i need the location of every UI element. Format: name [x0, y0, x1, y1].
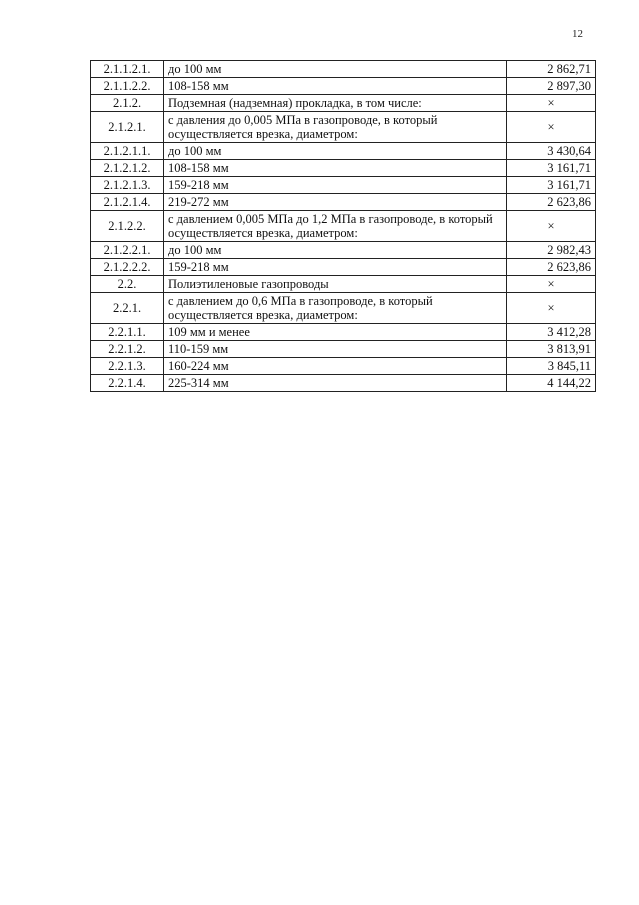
row-value: 2 862,71 — [507, 61, 596, 78]
table-row — [91, 194, 596, 211]
table-row — [91, 143, 596, 160]
row-description: Полиэтиленовые газопроводы — [164, 276, 507, 293]
row-description: до 100 мм — [164, 61, 507, 78]
row-description: 160-224 мм — [164, 358, 507, 375]
row-value: × — [507, 112, 596, 143]
table-row — [91, 259, 596, 276]
row-code: 2.1.1.2.1. — [91, 61, 164, 78]
table-row — [91, 242, 596, 259]
row-value: 2 623,86 — [507, 259, 596, 276]
row-description: до 100 мм — [164, 143, 507, 160]
table-row — [91, 341, 596, 358]
row-code: 2.1.2.2. — [91, 211, 164, 242]
table-row — [91, 95, 596, 112]
row-code: 2.2. — [91, 276, 164, 293]
table-row — [91, 324, 596, 341]
table-row — [91, 177, 596, 194]
row-description: с давления до 0,005 МПа в газопроводе, в который осуществляется врезка, диаметром: — [164, 112, 507, 143]
row-code: 2.1.2.1.1. — [91, 143, 164, 160]
row-value: × — [507, 293, 596, 324]
row-description: до 100 мм — [164, 242, 507, 259]
table-row — [91, 61, 596, 78]
row-code: 2.1.2.1. — [91, 112, 164, 143]
row-description: Подземная (надземная) прокладка, в том числе: — [164, 95, 507, 112]
tariff-table — [90, 60, 596, 392]
row-description: с давлением до 0,6 МПа в газопроводе, в который осуществляется врезка, диаметром: — [164, 293, 507, 324]
row-description: 108-158 мм — [164, 78, 507, 95]
row-description: с давлением 0,005 МПа до 1,2 МПа в газопроводе, в который осуществляется врезка, диаметром: — [164, 211, 507, 242]
row-code: 2.1.2.1.2. — [91, 160, 164, 177]
row-code: 2.1.2.1.4. — [91, 194, 164, 211]
table-row — [91, 358, 596, 375]
row-value: 3 412,28 — [507, 324, 596, 341]
row-value: × — [507, 95, 596, 112]
row-value: 3 161,71 — [507, 177, 596, 194]
row-code: 2.1.2.1.3. — [91, 177, 164, 194]
table-row — [91, 160, 596, 177]
row-value: 2 623,86 — [507, 194, 596, 211]
row-code: 2.2.1.2. — [91, 341, 164, 358]
table-row — [91, 78, 596, 95]
table-body — [91, 61, 596, 392]
row-description: 225-314 мм — [164, 375, 507, 392]
row-code: 2.1.2. — [91, 95, 164, 112]
table-row — [91, 211, 596, 242]
row-value: × — [507, 211, 596, 242]
row-value: 3 161,71 — [507, 160, 596, 177]
row-description: 159-218 мм — [164, 177, 507, 194]
row-code: 2.2.1. — [91, 293, 164, 324]
row-value: 3 845,11 — [507, 358, 596, 375]
row-code: 2.1.1.2.2. — [91, 78, 164, 95]
row-code: 2.2.1.3. — [91, 358, 164, 375]
page-number: 12 — [572, 28, 583, 40]
row-description: 108-158 мм — [164, 160, 507, 177]
row-description: 109 мм и менее — [164, 324, 507, 341]
row-value: × — [507, 276, 596, 293]
row-description: 110-159 мм — [164, 341, 507, 358]
row-value: 2 897,30 — [507, 78, 596, 95]
row-code: 2.1.2.2.1. — [91, 242, 164, 259]
row-value: 4 144,22 — [507, 375, 596, 392]
table-row — [91, 112, 596, 143]
row-value: 2 982,43 — [507, 242, 596, 259]
row-description: 159-218 мм — [164, 259, 507, 276]
row-description: 219-272 мм — [164, 194, 507, 211]
row-code: 2.2.1.1. — [91, 324, 164, 341]
row-code: 2.1.2.2.2. — [91, 259, 164, 276]
row-value: 3 430,64 — [507, 143, 596, 160]
table-row — [91, 276, 596, 293]
table-row — [91, 293, 596, 324]
table-row — [91, 375, 596, 392]
row-value: 3 813,91 — [507, 341, 596, 358]
row-code: 2.2.1.4. — [91, 375, 164, 392]
